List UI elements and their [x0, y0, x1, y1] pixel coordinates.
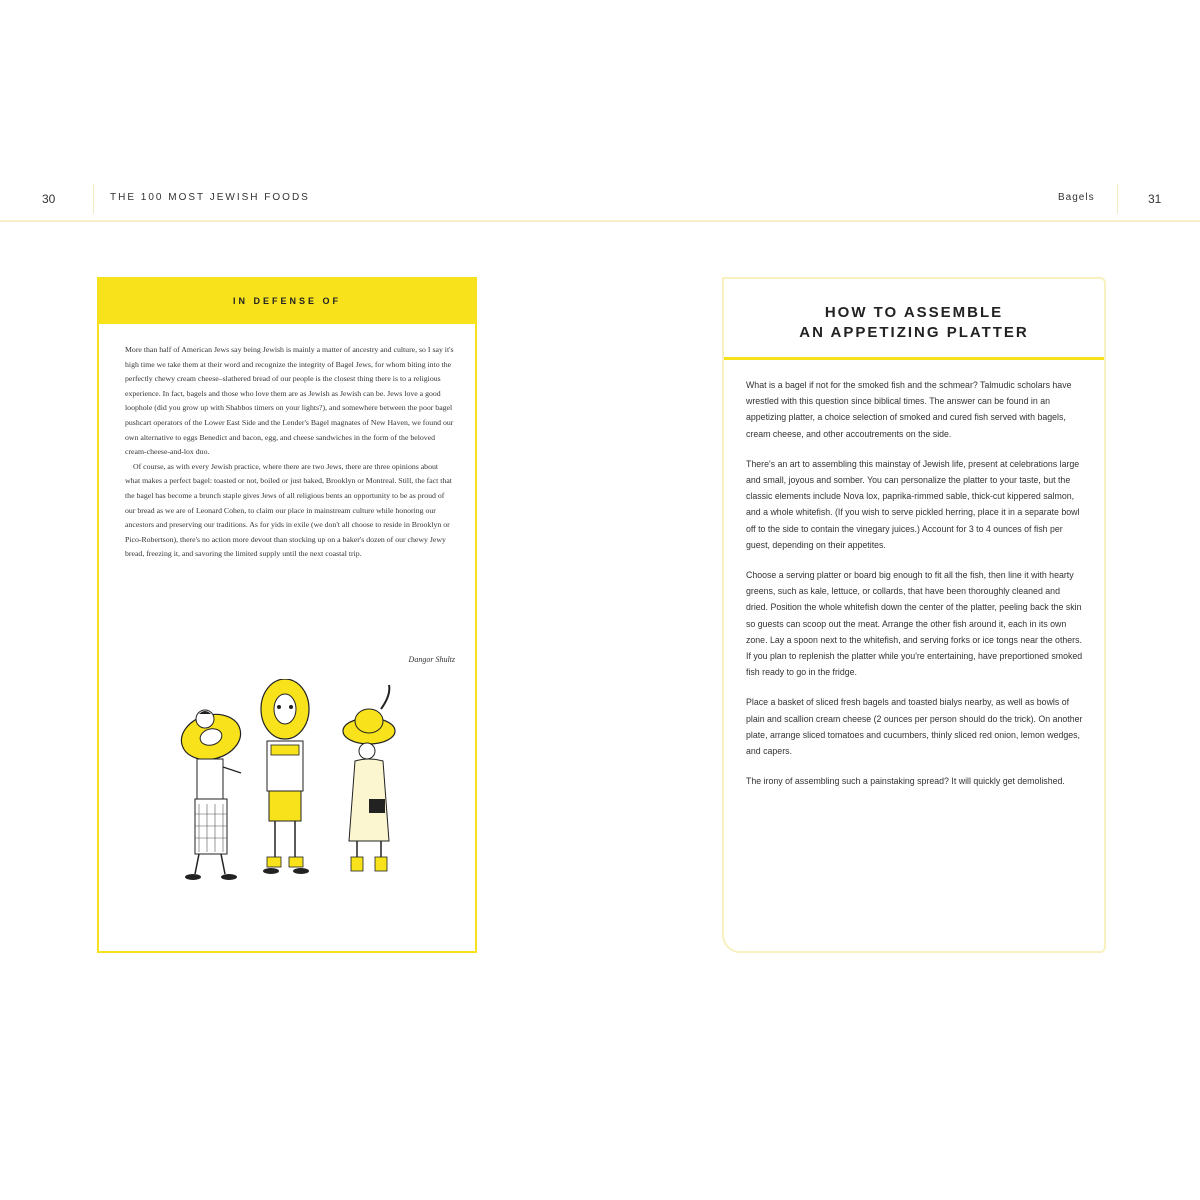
platter-paragraph: The irony of assembling such a painstaking spread? It will quickly get demolished.	[746, 776, 1065, 787]
platter-paragraph: There's an art to assembling this mainstay of Jewish life, present at celebrations large and small, joyous and somber. You can personalize the platter to your taste, but the classic elements include Nova lox, paprika-rimmed sable, thick-cut kippered salmon, and a whole whitefish. (If you wish to serve pickled herring, place it in a separate bowl off to the side to contain the vinegary juices.) Account for 3 to 4 ounces of fish per guest, depending on their appetites.	[746, 458, 1080, 550]
header-divider-right	[1117, 184, 1118, 214]
figure-left	[176, 708, 245, 880]
essay-paragraph: Of course, as with every Jewish practice, where there are two Jews, there are three opinions about what makes a perfect bagel: toasted or not, boiled or just baked, Brooklyn or Montreal. Still, the fact that the bagel has become a brunch staple gives Jews of all religious bents an opportunity to be as proud of our bread as we are of Leonard Cohen, to claim our place in mainstream culture while honoring our ancestors and preserving our traditions. As for yids in exile (we don't all choose to reside in Brooklyn or Pico-Robertson), there's no action more devout than stocking up on a baker's dozen of our chewy Jewy bread, freezing it, and savoring the limited supply until the next coastal trip.	[125, 461, 452, 559]
platter-paragraph: Place a basket of sliced fresh bagels and toasted bialys nearby, as well as bowls of plain and scallion cream cheese (2 ounces per person should do the trick). On another plate, arrange sliced tomatoes and cucumbers, thinly sliced red onion, lemon wedges, and capers.	[746, 697, 1083, 757]
platter-paragraph: What is a bagel if not for the smoked fish and the schmear? Talmudic scholars have wrestled with this question since biblical times. The answer can be found in an appetizing platter, a choice selection of smoked and cured fish served with bagels, cream cheese, and other accoutrements on the side.	[746, 380, 1072, 439]
essay-text	[125, 343, 455, 562]
in-defense-of-box	[97, 277, 477, 953]
essay-paragraph: More than half of American Jews say being Jewish is mainly a matter of ancestry and culture, so I say it's high time we take them at their word and recognize the integrity of Bagel Jews, for whom biting into the perfectly chewy cream cheese–slathered bread of our people is the closest thing there is to a religious experience. In fact, bagels and those who love them are as Jewish as Jewish can be. Jews love a good loophole (did you grow up with Shabbos timers on your lights?), and somewhere between the poor bagel pushcart operators of the Lower East Side and the Lender's Bagel magnates of New Haven, we found our own alternative to eggs Benedict and bacon, egg, and cheese sandwiches in the form of the beloved cream-cheese-and-lox duo.	[125, 345, 454, 457]
in-defense-of-label: IN DEFENSE OF	[99, 279, 475, 324]
book-title: THE 100 MOST JEWISH FOODS	[110, 192, 310, 203]
left-page-number: 30	[42, 192, 56, 206]
figure-right	[343, 685, 395, 871]
bagel-people-illustration	[159, 679, 419, 919]
right-page-number: 31	[1148, 192, 1162, 206]
platter-paragraph: Choose a serving platter or board big enough to fit all the fish, then line it with hearty greens, such as kale, lettuce, or collards, that have been thoroughly cleaned and dried. Position the whole whitefish down the center of the platter, peeling back the skin so guests can scoop out the meat. Arrange the other fish around it, each in its own zone. Lay a spoon next to the whitefish, and serving forks or ice tongs near the others. If you plan to replenish the platter while you're entertaining, have preportioned smoked fish ready to go in the fridge.	[746, 570, 1083, 678]
figure-middle	[261, 679, 309, 874]
platter-title-line1: HOW TO ASSEMBLE	[824, 304, 1004, 321]
platter-heading	[724, 279, 1104, 360]
header-divider-left	[93, 184, 94, 214]
platter-title-line2: AN APPETIZING PLATTER	[799, 324, 1029, 341]
appetizing-platter-box	[722, 277, 1106, 953]
author-signature: Dangor Shultz	[408, 655, 455, 664]
section-title: Bagels	[1058, 192, 1095, 203]
platter-text	[746, 377, 1084, 803]
platter-title	[724, 303, 1104, 343]
header-rule	[0, 220, 1200, 222]
